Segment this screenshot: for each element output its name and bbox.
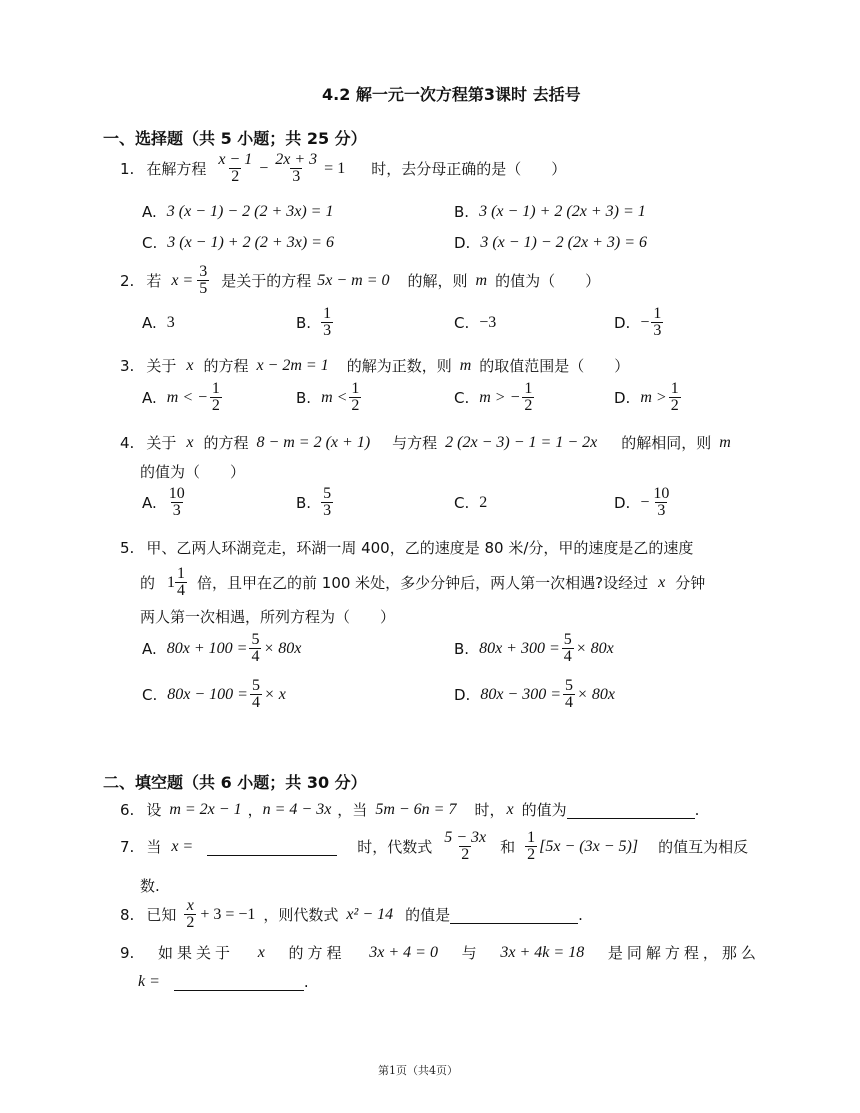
- question-9: [120, 942, 760, 963]
- option-text: m > −: [479, 388, 521, 406]
- question-text: 的值互为相反: [658, 838, 749, 856]
- option-label: D.: [614, 388, 631, 407]
- fraction: [216, 152, 254, 185]
- denominator: 2: [231, 168, 240, 185]
- option-d[interactable]: [614, 486, 673, 519]
- numerator: 5 − 3x: [444, 829, 487, 846]
- math-expression: 2 (2x − 3) − 1 = 1 − 2x: [445, 433, 598, 451]
- numerator: 5: [251, 631, 260, 648]
- page-title: 4.2 解一元一次方程第3课时 去括号: [322, 85, 581, 104]
- question-text: 甲、乙两人环湖竞走，环湖一周 400，乙的速度是 80 米/分，甲的速度是乙的速度: [146, 539, 694, 557]
- period: .: [303, 972, 309, 991]
- numerator: x − 1: [218, 151, 253, 168]
- math-variable: m: [459, 356, 472, 374]
- numerator: 5: [565, 677, 574, 694]
- numerator: 1: [527, 829, 536, 846]
- option-label: C.: [454, 494, 470, 512]
- option-a[interactable]: [142, 486, 189, 519]
- question-text: 的: [140, 574, 156, 592]
- numerator: 1: [653, 305, 662, 322]
- section-choice-heading: 一、选择题（共 5 小题；共 25 分）: [103, 129, 367, 148]
- denominator: 2: [211, 397, 220, 414]
- question-7: [120, 830, 748, 863]
- option-text: 3 (x − 1) + 2 (2x + 3) = 1: [479, 203, 646, 220]
- option-label: A.: [142, 314, 157, 332]
- equation-rhs: = 1: [324, 159, 346, 177]
- fraction: [321, 306, 333, 339]
- option-label: C.: [454, 388, 470, 407]
- option-rhs: × 80x: [575, 639, 614, 657]
- option-d[interactable]: [454, 234, 647, 252]
- fraction: [197, 264, 209, 297]
- option-text: 3: [166, 314, 175, 331]
- numerator: 1: [524, 380, 533, 397]
- question-number: 7.: [120, 837, 135, 856]
- numerator: 1: [177, 565, 186, 582]
- fraction: [669, 381, 681, 414]
- fraction: [184, 898, 196, 931]
- question-text: 的值为: [521, 801, 567, 819]
- question-text: 的值为（ ）: [495, 272, 601, 290]
- question-text: 已知: [146, 906, 177, 924]
- fraction: [525, 830, 537, 863]
- denominator: 2: [351, 397, 360, 414]
- denominator: 2: [670, 397, 679, 414]
- math-variable: x: [658, 573, 666, 591]
- math-variable: x: [257, 943, 265, 961]
- question-text: 和: [500, 838, 516, 856]
- option-b[interactable]: [454, 203, 646, 221]
- option-text: m < −: [166, 388, 208, 406]
- fraction: [210, 381, 222, 414]
- option-label: A.: [142, 493, 157, 512]
- option-label: B.: [296, 493, 312, 512]
- option-label: D.: [454, 234, 471, 252]
- question-text: 与方程: [392, 434, 438, 452]
- question-text: 设: [146, 801, 162, 819]
- math-expression: 5m − 6n = 7: [375, 800, 457, 818]
- option-label: C.: [142, 234, 158, 252]
- fraction: [250, 678, 262, 711]
- question-text: 的取值范围是（ ）: [479, 357, 630, 375]
- option-text: −3: [479, 314, 497, 331]
- question-text: 当: [146, 838, 162, 856]
- option-label: C.: [142, 685, 158, 704]
- option-text: 3 (x − 1) + 2 (2 + 3x) = 6: [167, 234, 334, 251]
- question-text: ，: [247, 801, 263, 819]
- denominator: 4: [565, 694, 574, 711]
- option-label: A.: [142, 388, 157, 407]
- option-c[interactable]: [454, 314, 496, 332]
- math-variable: x: [186, 356, 194, 374]
- question-5-line2: [140, 566, 705, 599]
- denominator: 3: [653, 322, 662, 339]
- numerator: 1: [670, 380, 679, 397]
- answer-blank[interactable]: [174, 972, 304, 991]
- denominator: 2: [524, 397, 533, 414]
- option-c[interactable]: [142, 678, 286, 711]
- question-4: [120, 432, 731, 453]
- option-lhs: 80x − 100 =: [167, 685, 248, 703]
- option-c[interactable]: [454, 494, 487, 512]
- question-text: 的解，则: [407, 272, 468, 290]
- option-label: D.: [454, 685, 471, 704]
- option-d[interactable]: [454, 678, 615, 711]
- denominator: 4: [251, 648, 260, 665]
- question-text: 在解方程: [146, 160, 207, 178]
- question-text: 是同解方程，那么: [607, 944, 760, 962]
- numerator: 10: [653, 485, 670, 502]
- fraction: [167, 486, 187, 519]
- answer-blank[interactable]: [567, 800, 695, 819]
- question-4-line2: 的值为（ ）: [140, 463, 246, 481]
- option-label: A.: [142, 639, 157, 658]
- denominator: 2: [461, 846, 470, 863]
- question-8: [120, 898, 583, 931]
- option-b[interactable]: [296, 306, 335, 339]
- numerator: 5: [323, 485, 332, 502]
- question-text: 的方程: [288, 944, 346, 962]
- option-lhs: 80x + 300 =: [479, 639, 560, 657]
- option-text: m <: [321, 388, 348, 406]
- option-label: B.: [454, 203, 470, 221]
- period: .: [694, 800, 700, 819]
- denominator: 3: [172, 502, 181, 519]
- math-expression: x² − 14: [346, 905, 394, 923]
- question-text: 的解为正数，则: [346, 357, 452, 375]
- fraction: [651, 486, 671, 519]
- period: .: [578, 905, 583, 924]
- denominator: 5: [199, 280, 208, 297]
- option-text: m >: [640, 388, 667, 406]
- math-expression: 5x − m = 0: [317, 271, 390, 289]
- question-text: 时，去分母正确的是（ ）: [371, 160, 567, 178]
- math-expression: x =: [171, 837, 194, 855]
- option-d[interactable]: [614, 381, 683, 414]
- numerator: x: [186, 897, 194, 914]
- question-text: 是关于的方程: [221, 272, 312, 290]
- question-text: 的值是: [405, 906, 451, 924]
- question-number: 5.: [120, 538, 135, 557]
- question-9-line2: [138, 972, 309, 991]
- fraction: [651, 306, 663, 339]
- math-expression: k =: [138, 972, 160, 990]
- math-expression: 8 − m = 2 (x + 1): [256, 433, 371, 451]
- option-label: B.: [454, 639, 470, 658]
- numerator: 1: [211, 380, 220, 397]
- option-sign: −: [640, 493, 650, 511]
- question-number: 4.: [120, 433, 135, 452]
- denominator: 3: [323, 322, 332, 339]
- math-expression: [5x − (3x − 5)]: [539, 837, 639, 855]
- question-text: 的解相同，则: [621, 434, 712, 452]
- option-lhs: 80x − 300 =: [480, 685, 562, 703]
- option-label: B.: [296, 388, 312, 407]
- option-rhs: × 80x: [263, 639, 302, 657]
- question-text: 与: [461, 944, 477, 962]
- question-2: [120, 264, 600, 297]
- fraction: [175, 566, 187, 599]
- question-text: 分钟: [675, 574, 706, 592]
- question-text: 倍，且甲在乙的前 100 米处，多少分钟后，两人第一次相遇?设经过: [197, 574, 649, 592]
- denominator: 4: [177, 582, 186, 599]
- question-text: 关于: [146, 434, 177, 452]
- question-number: 8.: [120, 905, 135, 924]
- question-3: [120, 355, 629, 376]
- question-text: 如果关于: [158, 944, 235, 962]
- fraction: [321, 486, 333, 519]
- denominator: 3: [292, 168, 301, 185]
- question-text: ，则代数式: [263, 906, 339, 924]
- option-a[interactable]: [142, 381, 224, 414]
- option-c[interactable]: [454, 381, 536, 414]
- option-lhs: 80x + 100 =: [166, 639, 248, 657]
- option-text: 2: [479, 494, 488, 511]
- math-expression: x =: [171, 271, 194, 289]
- question-text: 时，: [474, 801, 505, 819]
- numerator: 5: [563, 631, 572, 648]
- denominator: 4: [251, 694, 260, 711]
- math-variable: m: [719, 433, 731, 451]
- question-number: 1.: [120, 159, 135, 178]
- fraction: [563, 678, 575, 711]
- option-rhs: × x: [263, 685, 286, 703]
- numerator: 1: [323, 305, 332, 322]
- question-number: 9.: [120, 943, 135, 962]
- question-5: [120, 537, 693, 558]
- option-d[interactable]: [614, 306, 665, 339]
- question-5-line3: 两人第一次相遇，所列方程为（ ）: [140, 608, 396, 626]
- fraction: [442, 830, 488, 863]
- option-label: B.: [296, 313, 312, 332]
- option-label: D.: [614, 493, 631, 512]
- fraction: [522, 381, 534, 414]
- option-b[interactable]: [296, 381, 363, 414]
- math-variable: x: [186, 433, 194, 451]
- answer-blank[interactable]: [207, 837, 337, 856]
- numerator: 5: [251, 677, 260, 694]
- math-expression: 3x + 4k = 18: [500, 943, 585, 961]
- question-number: 6.: [120, 800, 135, 819]
- operator: −: [259, 159, 269, 177]
- page-footer: 第1页（共4页）: [378, 1064, 458, 1077]
- option-rhs: × 80x: [577, 685, 615, 703]
- option-c[interactable]: [142, 234, 334, 252]
- option-a[interactable]: [142, 314, 175, 332]
- question-text: ，当: [337, 801, 368, 819]
- fraction: [562, 632, 574, 665]
- fraction: [249, 632, 261, 665]
- math-variable: m: [475, 271, 488, 289]
- denominator: 2: [527, 846, 536, 863]
- mixed-number-whole: 1: [167, 573, 176, 591]
- question-1: [120, 152, 566, 185]
- math-expression: + 3 = −1: [200, 905, 256, 923]
- math-expression: x − 2m = 1: [256, 356, 329, 374]
- option-b[interactable]: [454, 632, 614, 665]
- numerator: 1: [351, 380, 360, 397]
- option-a[interactable]: [142, 203, 333, 221]
- numerator: 3: [199, 263, 208, 280]
- denominator: 3: [657, 502, 666, 519]
- math-expression: 3x + 4 = 0: [369, 943, 438, 961]
- numerator: 2x + 3: [275, 151, 318, 168]
- question-text: 的方程: [203, 434, 249, 452]
- section-fill-heading: 二、填空题（共 6 小题；共 30 分）: [103, 773, 367, 792]
- option-label: D.: [614, 313, 631, 332]
- numerator: 10: [168, 485, 185, 502]
- question-text: 若: [146, 272, 162, 290]
- question-text: 的方程: [203, 357, 249, 375]
- denominator: 2: [186, 914, 195, 931]
- fraction: [349, 381, 361, 414]
- math-variable: x: [506, 800, 514, 818]
- question-number: 3.: [120, 356, 135, 375]
- question-text: 关于: [146, 357, 177, 375]
- option-label: A.: [142, 203, 157, 221]
- option-label: C.: [454, 314, 470, 332]
- math-expression: m = 2x − 1: [169, 800, 242, 818]
- question-7-line2: 数.: [140, 877, 160, 895]
- denominator: 4: [563, 648, 572, 665]
- question-6: [120, 799, 699, 820]
- answer-blank[interactable]: [450, 905, 578, 924]
- option-text: 3 (x − 1) − 2 (2 + 3x) = 1: [166, 203, 334, 220]
- option-b[interactable]: [296, 486, 335, 519]
- option-a[interactable]: [142, 632, 301, 665]
- option-sign: −: [640, 313, 650, 331]
- math-expression: n = 4 − 3x: [262, 800, 332, 818]
- fraction: [273, 152, 319, 185]
- denominator: 3: [323, 502, 332, 519]
- question-text: 时，代数式: [357, 838, 433, 856]
- option-text: 3 (x − 1) − 2 (2x + 3) = 6: [480, 234, 648, 251]
- question-number: 2.: [120, 271, 135, 290]
